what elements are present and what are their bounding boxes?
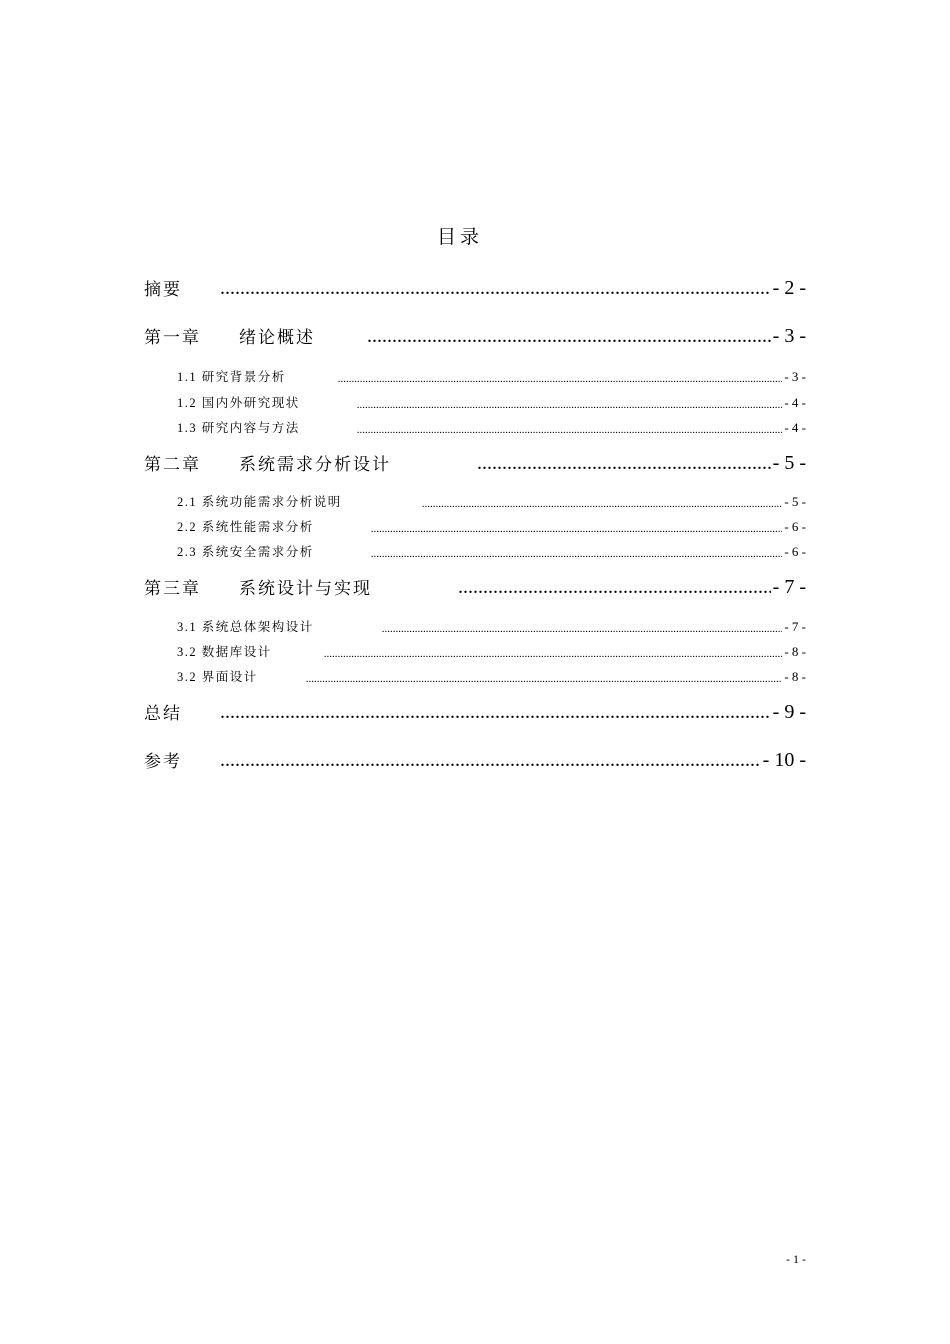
toc-entry-label: 1.1 研究背景分析 bbox=[177, 370, 286, 384]
toc-dot-leader bbox=[357, 399, 783, 411]
toc-entry-label: 2.1 系统功能需求分析说明 bbox=[177, 495, 342, 509]
toc-title: 目录 bbox=[436, 227, 483, 248]
toc-entry-label: 第三章 系统设计与实现 bbox=[144, 579, 372, 598]
toc-entry-page-number: - 5 - bbox=[784, 494, 806, 509]
toc-section-entry[interactable] bbox=[177, 667, 806, 685]
toc-chapter-entry[interactable] bbox=[144, 447, 806, 475]
footer-page-number: - 1 - bbox=[786, 1252, 806, 1266]
toc-entry-label: 3.1 系统总体架构设计 bbox=[177, 620, 314, 634]
toc-entry-page-number: - 9 - bbox=[772, 701, 806, 723]
toc-section-entry[interactable] bbox=[177, 642, 806, 660]
toc-dot-leader bbox=[367, 325, 771, 348]
toc-entry-page-number: - 7 - bbox=[784, 619, 806, 634]
toc-chapter-entry[interactable] bbox=[144, 744, 806, 772]
toc-entry-page-number: - 10 - bbox=[762, 749, 806, 771]
toc-dot-leader bbox=[338, 373, 783, 385]
toc-entry-label: 3.2 数据库设计 bbox=[177, 645, 272, 659]
toc-entry-label: 第二章 系统需求分析设计 bbox=[144, 455, 391, 474]
toc-section-entry[interactable] bbox=[177, 617, 806, 635]
toc-dot-leader bbox=[382, 623, 783, 635]
toc-entry-label: 1.3 研究内容与方法 bbox=[177, 421, 300, 435]
toc-section-entry[interactable] bbox=[177, 542, 806, 560]
toc-entry-label: 1.2 国内外研究现状 bbox=[177, 396, 300, 410]
toc-entry-page-number: - 8 - bbox=[784, 669, 806, 684]
toc-entry-page-number: - 5 - bbox=[772, 452, 806, 474]
toc-entry-page-number: - 4 - bbox=[784, 420, 806, 435]
toc-chapter-entry[interactable] bbox=[144, 696, 806, 724]
toc-entry-label: 3.2 界面设计 bbox=[177, 670, 258, 684]
toc-dot-leader bbox=[357, 424, 783, 436]
toc-entry-page-number: - 8 - bbox=[784, 644, 806, 659]
toc-entry-label: 2.3 系统安全需求分析 bbox=[177, 545, 314, 559]
toc-section-entry[interactable] bbox=[177, 517, 806, 535]
toc-entry-label: 第一章 绪论概述 bbox=[144, 328, 315, 347]
toc-entry-label: 总结 bbox=[144, 704, 182, 723]
toc-section-entry[interactable] bbox=[177, 393, 806, 411]
toc-dot-leader bbox=[371, 523, 783, 535]
toc-chapter-entry[interactable] bbox=[144, 272, 806, 300]
toc-chapter-entry[interactable] bbox=[144, 320, 806, 348]
toc-dot-leader bbox=[306, 673, 783, 685]
toc-dot-leader bbox=[220, 749, 761, 772]
toc-dot-leader bbox=[458, 576, 771, 599]
toc-dot-leader bbox=[422, 498, 783, 510]
toc-entry-page-number: - 7 - bbox=[772, 576, 806, 598]
toc-dot-leader bbox=[477, 452, 771, 475]
toc-entry-page-number: - 2 - bbox=[772, 277, 806, 299]
toc-entry-page-number: - 6 - bbox=[784, 544, 806, 559]
toc-section-entry[interactable] bbox=[177, 367, 806, 385]
toc-entry-page-number: - 3 - bbox=[772, 325, 806, 347]
toc-chapter-entry[interactable] bbox=[144, 571, 806, 599]
toc-dot-leader bbox=[220, 701, 771, 724]
toc-dot-leader bbox=[220, 277, 771, 300]
toc-entry-page-number: - 6 - bbox=[784, 519, 806, 534]
toc-entry-label: 摘要 bbox=[144, 280, 182, 299]
toc-section-entry[interactable] bbox=[177, 492, 806, 510]
toc-entry-label: 2.2 系统性能需求分析 bbox=[177, 520, 314, 534]
toc-entry-page-number: - 3 - bbox=[784, 369, 806, 384]
toc-dot-leader bbox=[371, 548, 783, 560]
toc-entry-page-number: - 4 - bbox=[784, 395, 806, 410]
toc-section-entry[interactable] bbox=[177, 418, 806, 436]
toc-entry-label: 参考 bbox=[144, 752, 182, 771]
toc-dot-leader bbox=[324, 648, 783, 660]
